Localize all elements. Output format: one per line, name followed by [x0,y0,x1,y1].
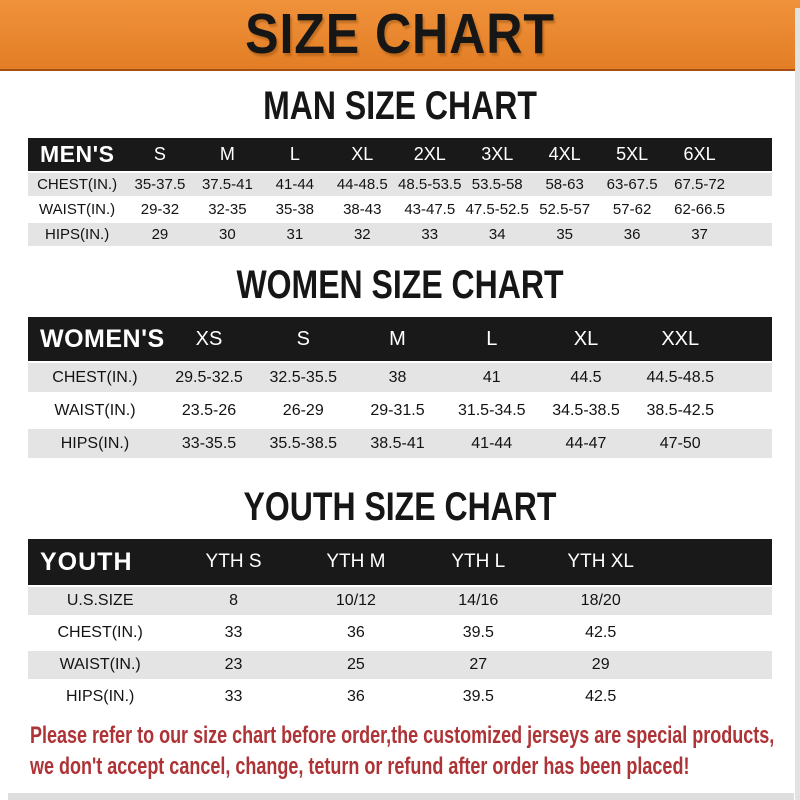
row-label: U.S.SIZE [66,592,134,609]
size-value: 32 [353,226,371,243]
table-header-row [28,539,772,585]
table-title: MEN'S [40,141,115,167]
column-header: 5XL [616,144,649,164]
size-value: 30 [219,226,236,243]
size-value: 34.5-38.5 [552,401,620,419]
size-value: 18/20 [580,592,621,609]
size-value: 67.5-72 [674,176,725,193]
size-value: 42.5 [585,624,617,641]
column-header: L [289,144,300,164]
column-header: S [153,144,166,164]
size-value: 23 [224,656,243,673]
size-value: 58-63 [545,176,584,193]
image-edge-bottom [8,793,794,800]
column-header: 6XL [683,144,716,164]
size-value: 25 [347,656,365,673]
column-header: XXL [661,327,700,350]
row-label: HIPS(IN.) [65,688,135,705]
size-value: 43-47.5 [404,201,456,218]
size-value: 48.5-53.5 [398,176,462,193]
men-heading: MAN SIZE CHART [263,84,537,128]
size-value: 38.5-42.5 [646,401,715,419]
image-edge-right [795,8,800,800]
size-value: 63-67.5 [606,176,658,193]
size-value: 39.5 [462,624,494,641]
table-row [28,619,772,647]
size-value: 53.5-58 [471,176,523,193]
size-value: 35 [556,226,573,243]
table-header-row [28,317,772,361]
size-value: 37.5-41 [201,176,253,193]
column-header: 3XL [481,144,514,164]
table-row [28,587,772,615]
size-value: 44.5-48.5 [646,368,715,386]
size-value: 47-50 [659,434,701,452]
size-value: 29 [151,226,169,243]
table-row [28,396,772,425]
table-row [28,429,772,458]
size-value: 29-32 [140,201,180,218]
size-value: 29-31.5 [370,401,425,419]
column-header: YTH XL [567,551,634,572]
column-header: M [389,327,406,350]
section-youth [0,485,800,711]
table-row [28,683,772,711]
column-header: YTH S [205,551,262,572]
disclaimer-line-2: we don't accept cancel, change, teturn or refund after order has been placed! [30,753,690,780]
size-value: 32.5-35.5 [269,368,338,386]
youth-heading: YOUTH SIZE CHART [243,485,557,529]
size-value: 14/16 [458,592,499,609]
size-value: 57-62 [612,201,652,218]
disclaimer-line-1: Please refer to our size chart before order,the customized jerseys are special products, [30,722,775,749]
size-value: 33 [224,624,243,641]
row-label: CHEST(IN.) [52,368,138,386]
row-label: HIPS(IN.) [45,226,110,243]
size-value: 8 [229,592,238,609]
column-header: XL [573,327,599,350]
size-value: 26-29 [282,401,324,419]
banner-title: SIZE CHART [245,2,555,66]
size-value: 35.5-38.5 [269,434,338,452]
column-header: XL [351,144,374,164]
size-value: 33-35.5 [181,434,237,452]
women-heading: WOMEN SIZE CHART [236,263,564,307]
size-value: 35-37.5 [134,176,186,193]
size-value: 37 [691,226,708,243]
column-header: 4XL [548,144,581,164]
row-label: HIPS(IN.) [60,434,130,452]
content [0,84,800,711]
banner [0,0,800,71]
size-value: 36 [623,226,641,243]
size-value: 39.5 [462,688,494,705]
section-men [0,84,800,246]
disclaimer [30,720,800,782]
size-value: 31 [286,226,304,243]
size-value: 36 [347,624,365,641]
size-value: 44.5 [570,368,602,386]
size-value: 44-48.5 [336,176,388,193]
row-label: CHEST(IN.) [57,624,143,641]
table-title: WOMEN'S [40,324,165,353]
column-header: L [486,327,498,350]
size-value: 38.5-41 [370,434,425,452]
size-value: 27 [469,656,488,673]
size-value: 41-44 [471,434,513,452]
column-header: YTH M [326,551,386,572]
table-header-row [28,138,772,171]
size-value: 41 [482,368,501,386]
size-value: 29 [591,656,610,673]
column-header: 2XL [413,144,446,164]
women-size-table [28,317,772,458]
size-value: 33 [224,688,243,705]
size-value: 44-47 [565,434,607,452]
size-value: 47.5-52.5 [465,201,529,218]
size-value: 38-43 [343,201,382,218]
row-label: WAIST(IN.) [59,656,141,673]
row-label: CHEST(IN.) [37,176,118,193]
size-value: 38 [388,368,407,386]
column-header: M [219,144,235,164]
column-header: YTH L [451,551,506,572]
men-size-table [28,138,772,246]
table-row [28,651,772,679]
table-row [28,223,772,246]
column-header: XS [195,327,223,350]
section-women [0,263,800,458]
size-value: 33 [421,226,439,243]
table-row [28,363,772,392]
size-value: 41-44 [275,176,315,193]
row-label: WAIST(IN.) [54,401,136,419]
column-header: S [296,327,310,350]
table-row [28,198,772,221]
size-value: 29.5-32.5 [175,368,243,386]
size-value: 31.5-34.5 [457,401,526,419]
youth-size-table [28,539,772,711]
row-label: WAIST(IN.) [39,201,116,218]
size-value: 32-35 [208,201,247,218]
size-value: 52.5-57 [539,201,591,218]
size-value: 23.5-26 [181,401,237,419]
table-title: YOUTH [40,547,133,576]
size-value: 34 [488,226,506,243]
size-value: 62-66.5 [674,201,725,218]
size-value: 42.5 [585,688,617,705]
table-row [28,173,772,196]
size-value: 10/12 [335,592,376,609]
size-value: 36 [347,688,365,705]
size-value: 35-38 [275,201,315,218]
